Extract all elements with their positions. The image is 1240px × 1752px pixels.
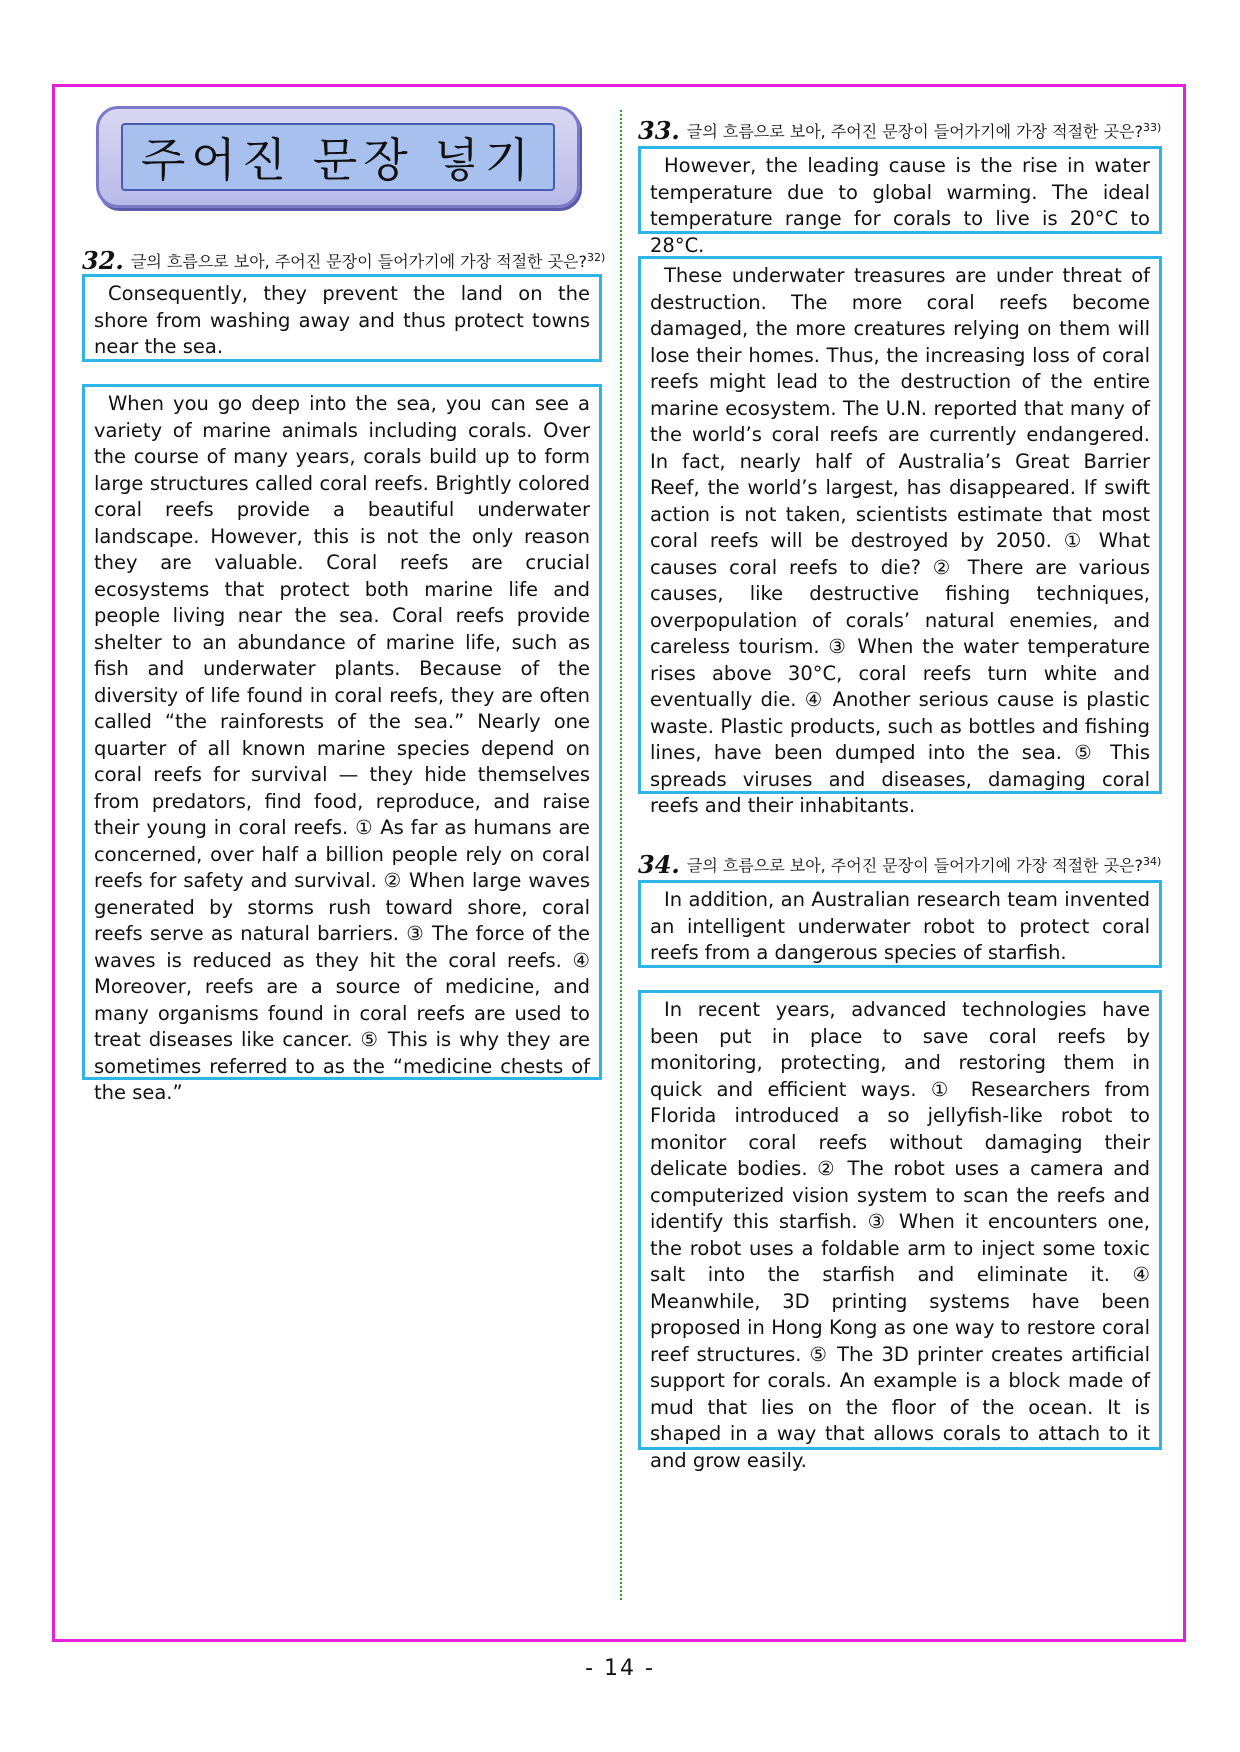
question-34-passage (638, 990, 1162, 1472)
question-32-given-sentence (82, 274, 602, 362)
question-34-number: 34. (638, 850, 680, 879)
question-33-header (638, 116, 1162, 145)
given-sentence-text: In addition, an Australian research team invented an intelligent underwater robot to protect coral reefs from a dangerous species of starfish. (650, 888, 1150, 964)
column-divider (620, 110, 622, 1600)
section-banner (96, 106, 580, 208)
section-banner-inner (121, 123, 555, 191)
given-sentence-text: However, the leading cause is the rise in water temperature due to global warming. The ideal temperature range for corals to live is 20°C to 28°C. (650, 154, 1150, 257)
question-32-ref: 32) (586, 251, 606, 264)
passage-text: In recent years, advanced technologies have been put in place to save coral reefs by monitoring, protecting, and restoring them in quick and efficient ways. ① Researchers from Florida introduced a so jellyfish-like robot to monitor coral reefs without damaging their delicate bodies. ② The robot uses a camera and computerized vision system to scan the reefs and identify this starfish. ③ When it encounters one, the robot uses a foldable arm to inject some toxic salt into the starfish and eliminate it. ④ Meanwhile, 3D printing systems have been proposed in Hong Kong as one way to restore coral reef structures. ⑤ The 3D printer creates artificial support for corals. An example is a block made of mud that lies on the floor of the ocean. It is shaped in a way that allows corals to attach to it and grow easily. (650, 998, 1150, 1472)
question-34-ref: 34) (1142, 855, 1162, 868)
question-34-given-sentence (638, 880, 1162, 968)
question-33-prompt: 글의 흐름으로 보아, 주어진 문장이 들어가기에 가장 적절한 곳은? (686, 122, 1143, 141)
page-number: - 14 - (585, 1656, 655, 1681)
question-33-given-sentence (638, 146, 1162, 257)
given-sentence-text: Consequently, they prevent the land on the shore from washing away and thus protect towns near the sea. (94, 282, 590, 358)
section-title: 주어진 문장 넣기 (140, 133, 536, 187)
question-32-header (82, 246, 606, 275)
question-34-header (638, 850, 1162, 879)
question-32-prompt: 글의 흐름으로 보아, 주어진 문장이 들어가기에 가장 적절한 곳은? (130, 252, 587, 271)
question-34-prompt: 글의 흐름으로 보아, 주어진 문장이 들어가기에 가장 적절한 곳은? (686, 856, 1143, 875)
passage-text: These underwater treasures are under threat of destruction. The more coral reefs become damaged, the more creatures relying on them will lose their homes. Thus, the increasing loss of coral reefs might lead to the destruction of the entire marine ecosystem. The U.N. reported that many of the world’s coral reefs are currently endangered. In fact, nearly half of Australia’s Great Barrier Reef, the world’s largest, has disappeared. If swift action is not taken, scientists estimate that most coral reefs will be destroyed by 2050. ① What causes coral reefs to die? ② There are various causes, like destructive fishing techniques, overpopulation of corals’ natural enemies, and careless tourism. ③ When the water temperature rises above 30°C, coral reefs turn white and eventually die. ④ Another serious cause is plastic waste. Plastic products, such as bottles and fishing lines, have been dumped into the sea. ⑤ This spreads viruses and diseases, damaging coral reefs and their inhabitants. (650, 264, 1150, 817)
question-32-number: 32. (82, 246, 124, 275)
question-33-number: 33. (638, 116, 680, 145)
question-32-passage (82, 384, 602, 1104)
question-33-passage (638, 256, 1162, 817)
question-33-ref: 33) (1142, 121, 1162, 134)
passage-text: When you go deep into the sea, you can see a variety of marine animals including corals. Over the course of many years, corals build up to form large structures called coral reefs. Brightly colored coral reefs provide a beautiful underwater landscape. However, this is not the only reason they are valuable. Coral reefs are crucial ecosystems that protect both marine life and people living near the sea. Coral reefs provide shelter to an abundance of marine life, such as fish and underwater plants. Because of the diversity of life found in coral reefs, they are often called “the rainforests of the sea.” Nearly one quarter of all known marine species depend on coral reefs for survival — they hide themselves from predators, find food, reproduce, and raise their young in coral reefs. ① As far as humans are concerned, over half a billion people rely on coral reefs for safety and survival. ② When large waves generated by storms rush toward shore, coral reefs serve as natural barriers. ③ The force of the waves is reduced as they hit the coral reefs. ④ Moreover, reefs are a source of medicine, and many organisms found in coral reefs are used to treat diseases like cancer. ⑤ This is why they are sometimes referred to as the “medicine chests of the sea.” (94, 392, 590, 1104)
